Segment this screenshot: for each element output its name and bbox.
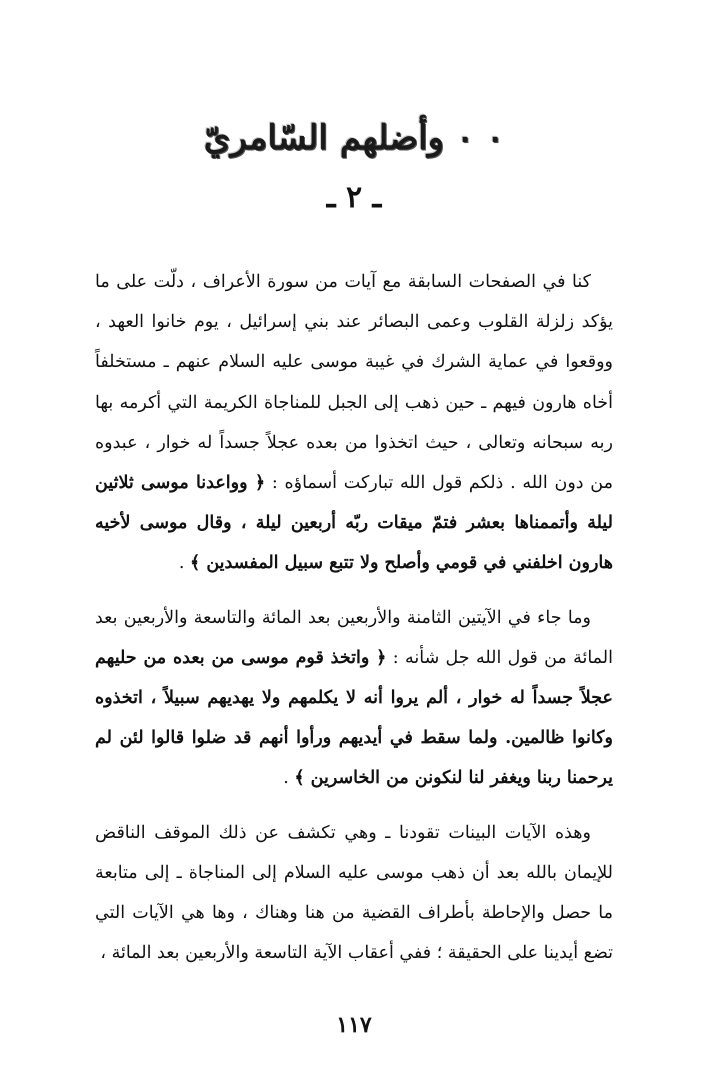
paragraph-text: . <box>283 768 295 789</box>
quran-verse: ﴿ وواعدنا موسى ثلاثين ليلة وأتممناها بعشر فتمّ ميقات ربّه أربعين ليلة ، وقال موسى لأخيه هارون اخلفني في قومي وأصلح ولا تتبع سبيل المفسدين ﴾ <box>95 473 613 574</box>
paragraph-text: . <box>178 553 191 574</box>
paragraph-text: وهذه الآيات البينات تقودنا ـ وهي تكشف عن ذلك الموقف الناقض للإيمان بالله بعد أن ذهب موسى عليه السلام إلى المناجاة ـ إلى متابعة ما حصل والإحاطة بأطراف القضية من هنا وهناك ، وها هي الآيات التي تضع أيدينا على الحقيقة ؛ ففي أعقاب الآية التاسعة والأربعين بعد المائة ، <box>95 822 613 964</box>
paragraph-text: وما جاء في الآيتين الثامنة والأربعين بعد المائة والتاسعة والأربعين بعد المائة من قول الله جل شأنه : <box>95 607 613 668</box>
quran-verse: ﴿ واتخذ قوم موسى من بعده من حليهم عجلاً جسداً له خوار ، ألم يروا أنه لا يكلمهم ولا يهديهم سبيلاً ، اتخذوه وكانوا ظالمين. ولما سقط في أيديهم ورأوا أنهم قد ضلوا قالوا لئن لم يرحمنا ربنا ويغفر لنا لنكونن من الخاسرين ﴾ <box>95 647 613 789</box>
chapter-part-number: ـ ٢ ـ <box>326 180 382 215</box>
paragraph-text: كنا في الصفحات السابقة مع آيات من سورة الأعراف ، دلّت على ما يؤكد زلزلة القلوب وعمى البصائر عند بني إسرائيل ، يوم خانوا العهد ، ووقعوا في عماية الشرك في غيبة موسى عليه السلام عنهم ـ مستخلفاً أخاه هارون فيهم ـ حين ذهب إلى الجبل للمناجاة الكريمة التي أكرمه بها ربه سبحانه وتعالى ، حيث اتخذوا من بعده عجلاً جسداً له خوار ، عبدوه من دون الله . ذلكم قول الله تباركت أسماؤه : <box>95 272 614 494</box>
page-number: ١١٧ <box>336 1012 372 1038</box>
paragraph <box>95 262 613 584</box>
chapter-title: ٠ ٠ وأضلهم السّامريّ <box>203 118 505 158</box>
body-text <box>95 262 613 987</box>
paragraph <box>95 598 613 799</box>
chapter-heading <box>0 118 708 216</box>
paragraph <box>95 813 613 974</box>
